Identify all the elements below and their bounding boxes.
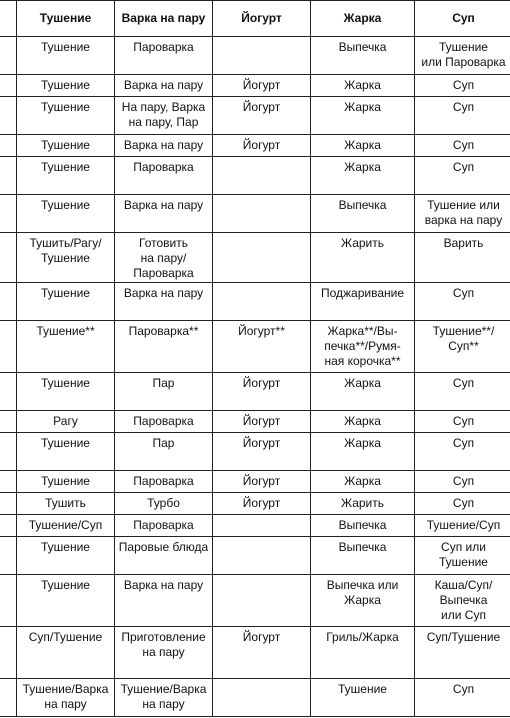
stewing-cell: Тушить — [17, 493, 115, 515]
table-row — [0, 411, 510, 433]
stewing-cell: Тушить/Рагу/ Тушение — [17, 233, 115, 283]
steaming-cell: Пароварка — [115, 37, 213, 75]
model-cell — [0, 283, 17, 321]
stewing-cell: Тушение — [17, 575, 115, 627]
stewing-cell: Тушение — [17, 195, 115, 233]
model-cell — [0, 135, 17, 157]
table-row — [0, 233, 510, 283]
frying-cell: Выпечка или Жарка — [311, 575, 415, 627]
model-cell — [0, 537, 17, 575]
yogurt-cell: Йогурт — [213, 471, 311, 493]
soup-cell: Суп — [415, 679, 510, 717]
frying-cell: Жарка — [311, 471, 415, 493]
frying-cell: Жарка**/Вы- печка**/Румя- ная корочка** — [311, 321, 415, 373]
soup-cell: Тушение или Пароварка — [415, 37, 510, 75]
soup-cell: Каша/Суп/ Выпечка или Суп — [415, 575, 510, 627]
header-cell-frying: Жарка — [311, 1, 415, 37]
table-row — [0, 433, 510, 471]
table-row — [0, 157, 510, 195]
frying-cell: Жарка — [311, 157, 415, 195]
yogurt-cell: Йогурт** — [213, 321, 311, 373]
steaming-cell: Варка на пару — [115, 283, 213, 321]
header-cell-yogurt: Йогурт — [213, 1, 311, 37]
stewing-cell: Тушение — [17, 97, 115, 135]
model-cell — [0, 157, 17, 195]
yogurt-cell — [213, 679, 311, 717]
soup-cell: Суп — [415, 97, 510, 135]
table-row — [0, 195, 510, 233]
table-row — [0, 515, 510, 537]
yogurt-cell: Йогурт — [213, 135, 311, 157]
stewing-cell: Тушение — [17, 471, 115, 493]
stewing-cell: Тушение — [17, 37, 115, 75]
yogurt-cell: Йогурт — [213, 411, 311, 433]
soup-cell: Суп или Тушение — [415, 537, 510, 575]
soup-cell: Тушение или варка на пару — [415, 195, 510, 233]
yogurt-cell — [213, 537, 311, 575]
table-row — [0, 471, 510, 493]
yogurt-cell — [213, 515, 311, 537]
steaming-cell: Пароварка — [115, 411, 213, 433]
steaming-cell: Тушение/Варка на пару — [115, 679, 213, 717]
model-cell — [0, 75, 17, 97]
steaming-cell: Пароварка — [115, 471, 213, 493]
stewing-cell: Тушение — [17, 135, 115, 157]
soup-cell: Варить — [415, 233, 510, 283]
frying-cell: Выпечка — [311, 195, 415, 233]
model-cell — [0, 97, 17, 135]
soup-cell: Суп — [415, 411, 510, 433]
header-row — [0, 1, 510, 37]
soup-cell: Суп — [415, 157, 510, 195]
stewing-cell: Тушение — [17, 157, 115, 195]
table-row — [0, 97, 510, 135]
frying-cell: Выпечка — [311, 537, 415, 575]
soup-cell: Суп — [415, 373, 510, 411]
model-cell — [0, 471, 17, 493]
yogurt-cell: Йогурт — [213, 433, 311, 471]
yogurt-cell — [213, 195, 311, 233]
frying-cell: Жарка — [311, 373, 415, 411]
table-row — [0, 575, 510, 627]
steaming-cell: Варка на пару — [115, 195, 213, 233]
stewing-cell: Тушение — [17, 283, 115, 321]
table-row — [0, 135, 510, 157]
model-cell — [0, 37, 17, 75]
model-cell — [0, 627, 17, 679]
soup-cell: Суп — [415, 471, 510, 493]
steaming-cell: Пар — [115, 373, 213, 411]
soup-cell: Суп/Тушение — [415, 627, 510, 679]
frying-cell: Жарка — [311, 433, 415, 471]
frying-cell: Тушение — [311, 679, 415, 717]
yogurt-cell: Йогурт — [213, 373, 311, 411]
soup-cell: Суп — [415, 75, 510, 97]
steaming-cell: Приготовление на пару — [115, 627, 213, 679]
soup-cell: Тушение/Суп — [415, 515, 510, 537]
table-row — [0, 37, 510, 75]
stewing-cell: Рагу — [17, 411, 115, 433]
yogurt-cell — [213, 37, 311, 75]
model-cell — [0, 195, 17, 233]
model-cell — [0, 679, 17, 717]
frying-cell: Гриль/Жарка — [311, 627, 415, 679]
yogurt-cell — [213, 157, 311, 195]
frying-cell: Выпечка — [311, 37, 415, 75]
steaming-cell: Пар — [115, 433, 213, 471]
soup-cell: Суп — [415, 283, 510, 321]
header-cell-steaming: Варка на пару — [115, 1, 213, 37]
frying-cell: Выпечка — [311, 515, 415, 537]
steaming-cell: Турбо — [115, 493, 213, 515]
table-row — [0, 493, 510, 515]
steaming-cell: Варка на пару — [115, 135, 213, 157]
yogurt-cell — [213, 575, 311, 627]
header-cell-model — [0, 1, 17, 37]
stewing-cell: Тушение — [17, 433, 115, 471]
stewing-cell: Тушение — [17, 75, 115, 97]
frying-cell: Жарить — [311, 233, 415, 283]
table-row — [0, 679, 510, 717]
steaming-cell: Пароварка** — [115, 321, 213, 373]
frying-cell: Жарка — [311, 411, 415, 433]
steaming-cell: Варка на пару — [115, 575, 213, 627]
steaming-cell: Пароварка — [115, 157, 213, 195]
frying-cell: Жарка — [311, 135, 415, 157]
soup-cell: Суп — [415, 433, 510, 471]
table-body — [0, 37, 510, 717]
soup-cell: Тушение**/ Суп** — [415, 321, 510, 373]
soup-cell: Суп — [415, 135, 510, 157]
model-cell — [0, 575, 17, 627]
model-cell — [0, 493, 17, 515]
model-cell — [0, 321, 17, 373]
steaming-cell: Пароварка — [115, 515, 213, 537]
stewing-cell: Тушение — [17, 373, 115, 411]
yogurt-cell: Йогурт — [213, 627, 311, 679]
header-cell-soup: Суп — [415, 1, 510, 37]
table-row — [0, 373, 510, 411]
yogurt-cell: Йогурт — [213, 97, 311, 135]
steaming-cell: Готовить на пару/ Пароварка — [115, 233, 213, 283]
yogurt-cell — [213, 283, 311, 321]
header-cell-stewing: Тушение — [17, 1, 115, 37]
table-row — [0, 75, 510, 97]
frying-cell: Жарка — [311, 75, 415, 97]
yogurt-cell: Йогурт — [213, 493, 311, 515]
model-cell — [0, 233, 17, 283]
table-row — [0, 283, 510, 321]
steaming-cell: Варка на пару — [115, 75, 213, 97]
model-cell — [0, 411, 17, 433]
steaming-cell: Паровые блюда — [115, 537, 213, 575]
model-cell — [0, 433, 17, 471]
steaming-cell: На пару, Варка на пару, Пар — [115, 97, 213, 135]
model-cell — [0, 515, 17, 537]
table-row — [0, 321, 510, 373]
model-cell — [0, 373, 17, 411]
yogurt-cell: Йогурт — [213, 75, 311, 97]
frying-cell: Жарка — [311, 97, 415, 135]
stewing-cell: Тушение/Варка на пару — [17, 679, 115, 717]
table-row — [0, 627, 510, 679]
stewing-cell: Суп/Тушение — [17, 627, 115, 679]
stewing-cell: Тушение/Суп — [17, 515, 115, 537]
stewing-cell: Тушение** — [17, 321, 115, 373]
frying-cell: Жарить — [311, 493, 415, 515]
soup-cell: Суп — [415, 493, 510, 515]
stewing-cell: Тушение — [17, 537, 115, 575]
yogurt-cell — [213, 233, 311, 283]
frying-cell: Поджаривание — [311, 283, 415, 321]
table-row — [0, 537, 510, 575]
